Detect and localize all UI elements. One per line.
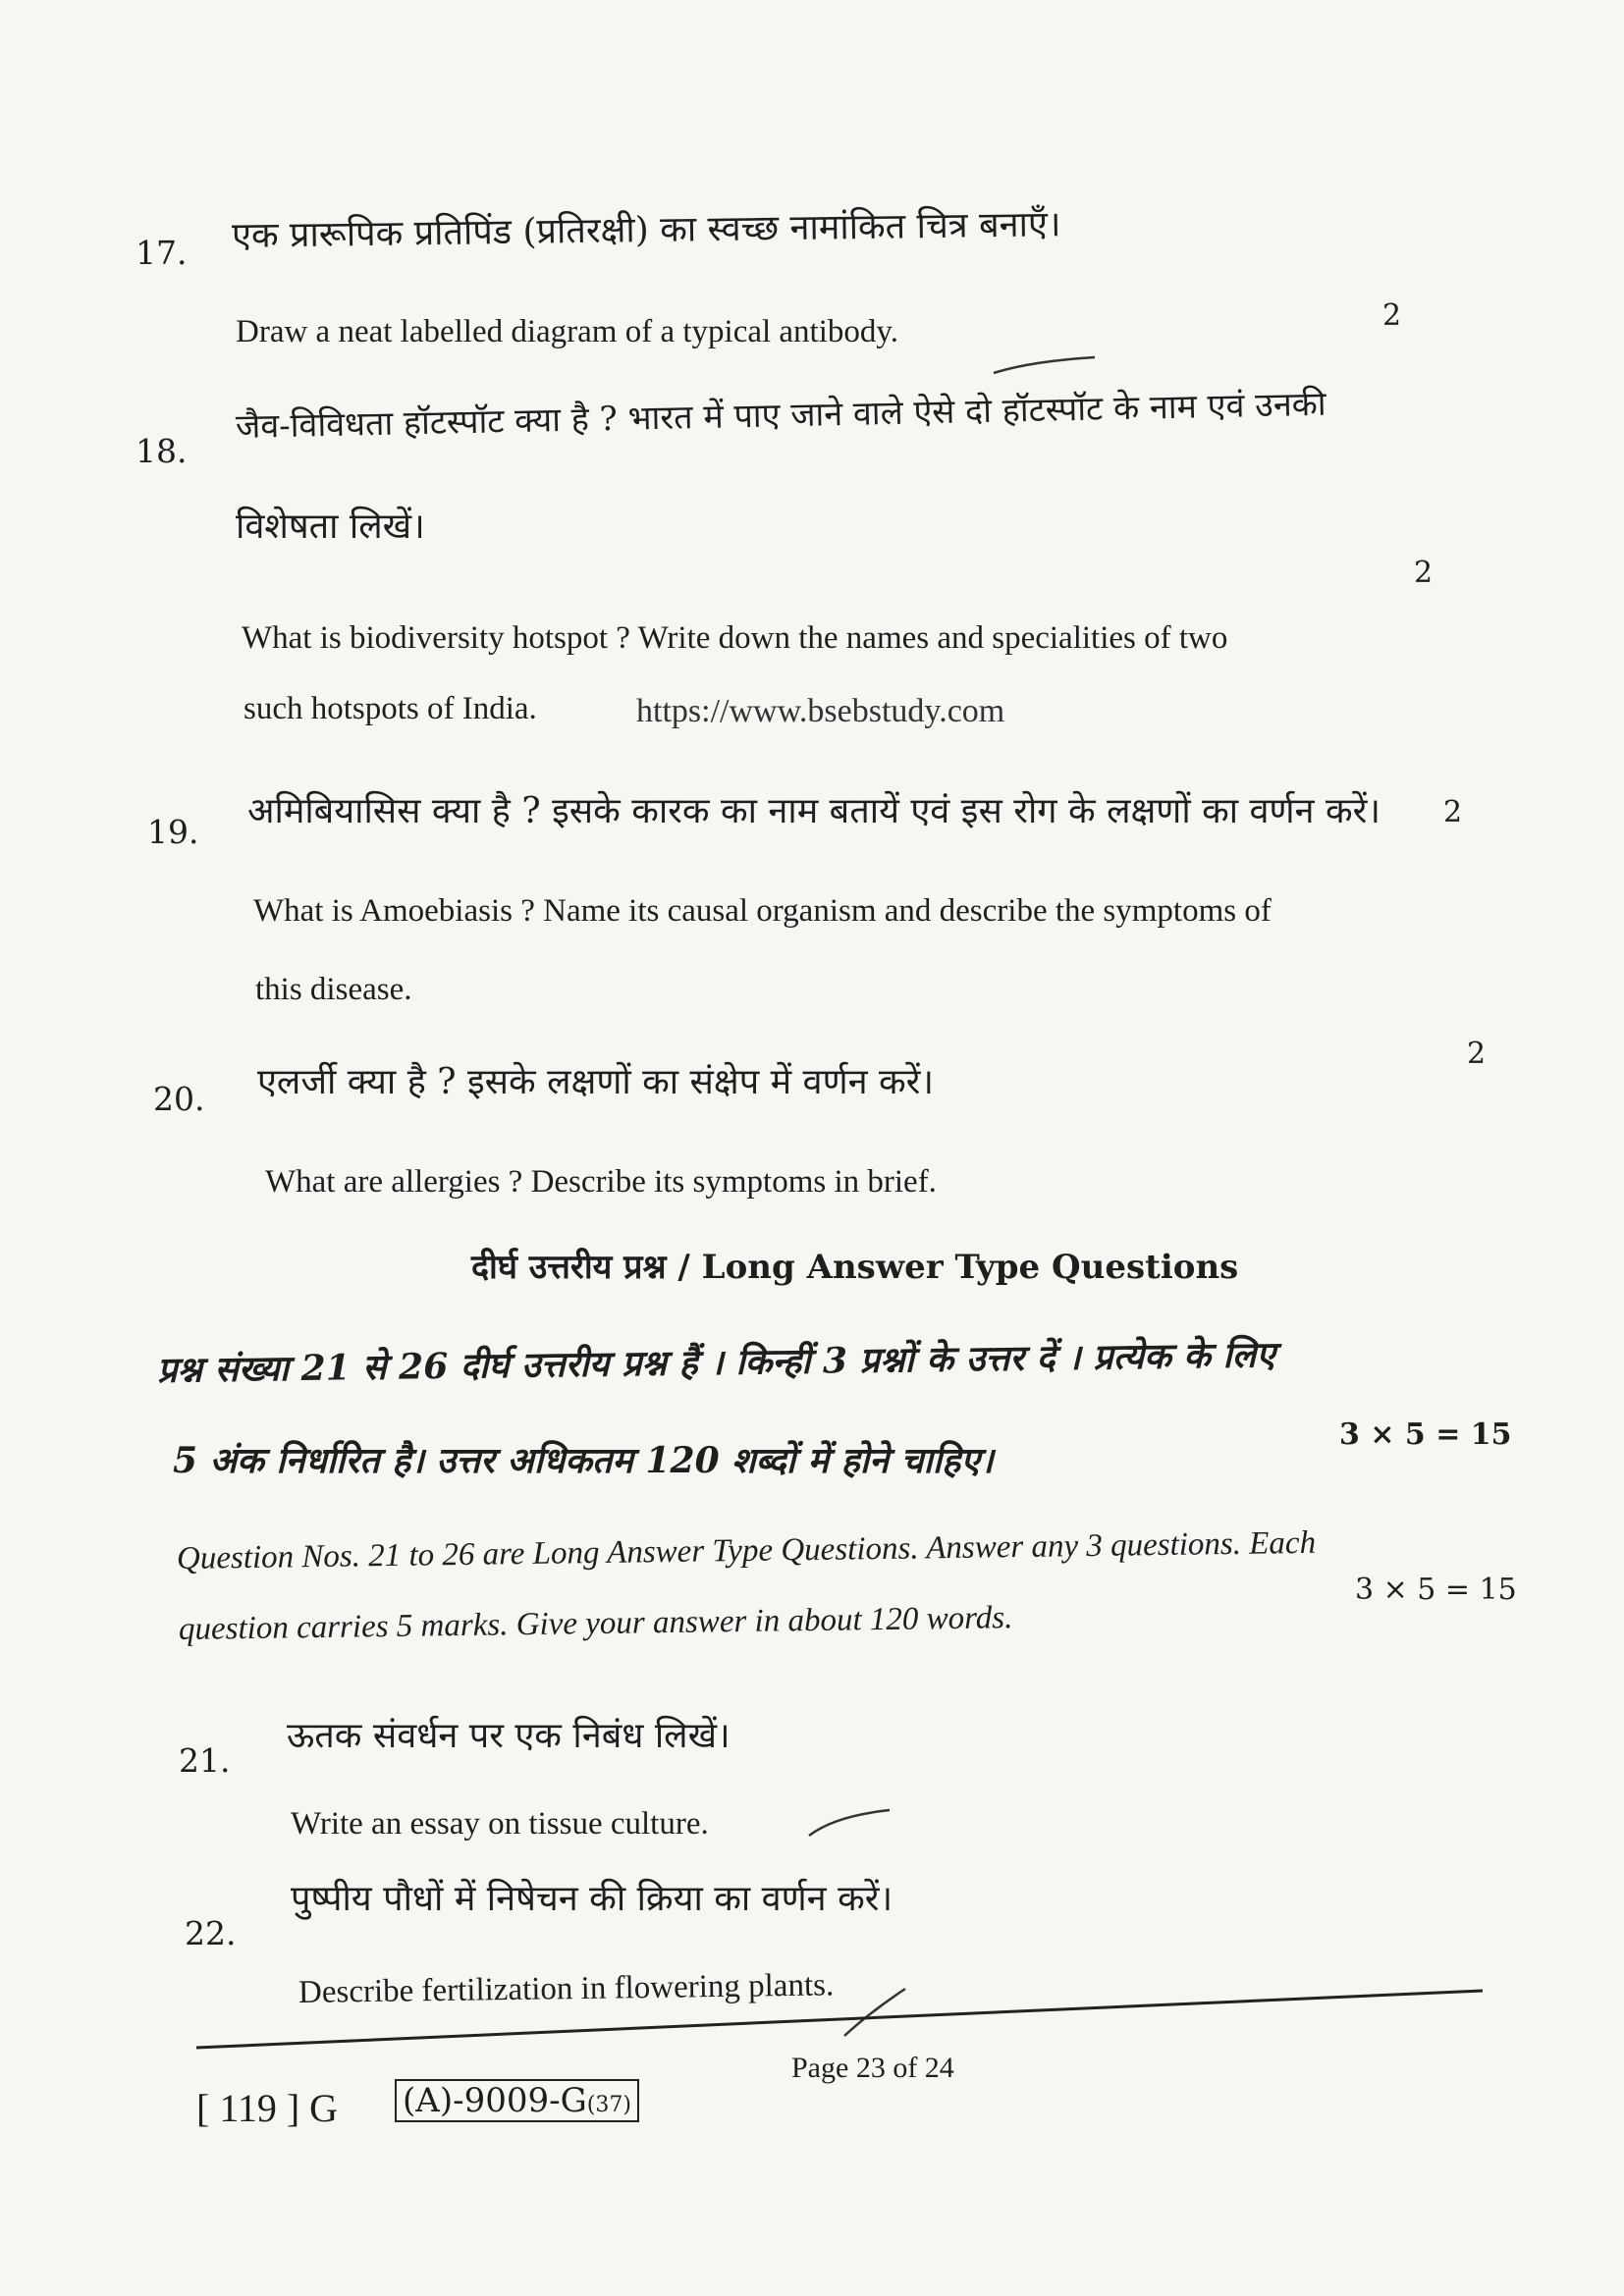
question-text-hindi: ऊतक संवर्धन पर एक निबंध लिखें। — [287, 1716, 731, 1756]
set-code: (A)-9009-G — [403, 2081, 587, 2120]
question-number: 18. — [135, 432, 188, 470]
section-heading: दीर्घ उत्तरीय प्रश्न / Long Answer Type Questions — [471, 1248, 1239, 1287]
footer-rule — [196, 1987, 1492, 2056]
question-text-hindi: पुष्पीय पौधों में निषेचन की क्रिया का वर्णन करें। — [291, 1879, 893, 1919]
set-code-suffix: (37) — [586, 2093, 631, 2117]
question-text-english: Write an essay on tissue culture. — [291, 1806, 709, 1842]
question-marks: 2 — [1382, 298, 1402, 333]
question-text-hindi-line2: विशेषता लिखें। — [236, 507, 425, 547]
question-marks: 2 — [1443, 795, 1463, 829]
question-text-english: What are allergies ? Describe its symptoms in brief. — [265, 1164, 937, 1200]
question-text-english-line1: What is biodiversity hotspot ? Write down the names and specialities of two — [242, 620, 1228, 656]
question-number: 20. — [153, 1080, 205, 1118]
section-instruction-hindi-line2: 5 अंक निर्धारित है। उत्तर अधिकतम 120 शब्दों में होने चाहिए। — [173, 1440, 994, 1481]
question-text-english: Draw a neat labelled diagram of a typical antibody. — [236, 314, 899, 349]
question-number: 21. — [179, 1741, 231, 1780]
question-marks: 2 — [1414, 556, 1434, 590]
pen-mark — [805, 1804, 893, 1843]
section-instruction-english-line1: Question Nos. 21 to 26 are Long Answer Type Questions. Answer any 3 questions. Each — [176, 1524, 1317, 1576]
question-number: 19. — [147, 813, 199, 851]
question-text-english: Describe fertilization in flowering plants. — [298, 1967, 835, 2010]
question-number: 22. — [185, 1914, 237, 1952]
section-instruction-hindi-line1: प्रश्न संख्या 21 से 26 दीर्घ उत्तरीय प्रश्न हैं । किन्हीं 3 प्रश्नों के उत्तर दें । प्रत्येक के लिए — [156, 1334, 1276, 1391]
paper-code: [ 119 ] G — [196, 2086, 339, 2130]
set-code-box — [395, 2079, 639, 2122]
pen-mark — [992, 344, 1100, 383]
question-text-hindi: एलर्जी क्या है ? इसके लक्षणों का संक्षेप में वर्णन करें। — [257, 1062, 935, 1102]
question-text-english-line2: this disease. — [255, 972, 412, 1007]
page-number: Page 23 of 24 — [791, 2052, 954, 2084]
question-marks: 2 — [1467, 1037, 1487, 1071]
section-marks-hindi: 3 × 5 = 15 — [1339, 1417, 1512, 1452]
watermark-url: https://www.bsebstudy.com — [636, 693, 1005, 729]
section-instruction-english-line2: question carries 5 marks. Give your answer in about 120 words. — [178, 1600, 1013, 1647]
question-text-english-line1: What is Amoebiasis ? Name its causal organism and describe the symptoms of — [253, 893, 1272, 929]
question-text-hindi-line1: जैव-विविधता हॉटस्पॉट क्या है ? भारत में पाए जाने वाले ऐसे दो हॉटस्पॉट के नाम एवं उनकी — [235, 384, 1327, 447]
section-marks-english: 3 × 5 = 15 — [1355, 1573, 1517, 1607]
question-text-hindi: अमिबियासिस क्या है ? इसके कारक का नाम बतायें एवं इस रोग के लक्षणों का वर्णन करें। — [247, 791, 1380, 831]
question-text-english-line2: such hotspots of India. — [244, 691, 537, 726]
question-text-hindi: एक प्रारूपिक प्रतिपिंड (प्रतिरक्षी) का स्वच्छ नामांकित चित्र बनाएँ। — [231, 204, 1061, 256]
question-number: 17. — [135, 234, 188, 272]
